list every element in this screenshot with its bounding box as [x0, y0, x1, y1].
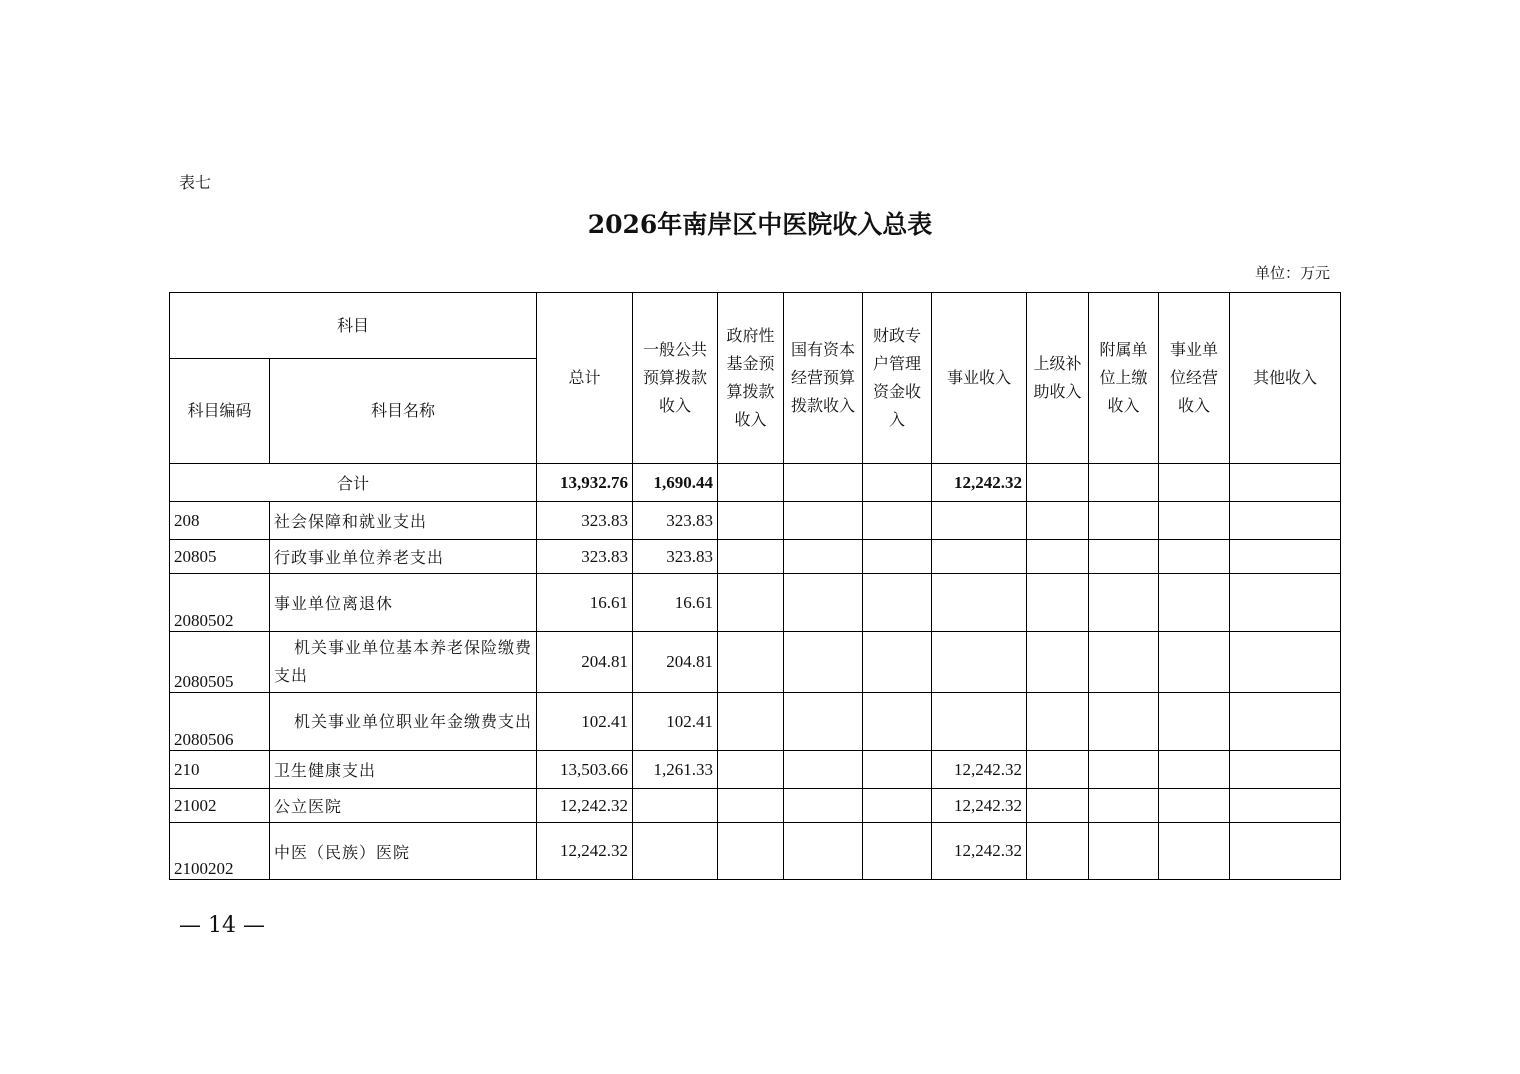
row-business: 12,242.32	[932, 823, 1027, 880]
row-general-budget	[633, 823, 718, 880]
row-code: 21002	[170, 789, 270, 823]
table-row	[170, 632, 1341, 693]
header-subject: 科目	[170, 293, 537, 359]
row-code: 2080502	[170, 574, 270, 632]
header-business: 事业收入	[932, 293, 1027, 464]
table-row	[170, 502, 1341, 540]
row-name: 机关事业单位基本养老保险缴费支出	[270, 632, 537, 693]
table-row	[170, 540, 1341, 574]
table-tag: 表七	[179, 173, 212, 192]
row-code: 2100202	[170, 823, 270, 880]
header-fiscal-special: 财政专户管理资金收入	[863, 293, 932, 464]
row-general-budget: 16.61	[633, 574, 718, 632]
total-label: 合计	[170, 464, 537, 502]
row-business	[932, 574, 1027, 632]
row-total: 16.61	[537, 574, 633, 632]
table-row	[170, 751, 1341, 789]
row-business	[932, 632, 1027, 693]
total-other	[1230, 464, 1341, 502]
row-general-budget	[633, 789, 718, 823]
row-general-budget: 102.41	[633, 693, 718, 751]
header-total: 总计	[537, 293, 633, 464]
row-name: 行政事业单位养老支出	[270, 540, 537, 574]
header-state-capital: 国有资本经营预算拨款收入	[784, 293, 863, 464]
header-name: 科目名称	[270, 359, 537, 464]
total-total: 13,932.76	[537, 464, 633, 502]
row-name: 卫生健康支出	[270, 751, 537, 789]
table-row	[170, 574, 1341, 632]
row-business: 12,242.32	[932, 789, 1027, 823]
row-name: 中医（民族）医院	[270, 823, 537, 880]
row-general-budget: 323.83	[633, 540, 718, 574]
row-total: 204.81	[537, 632, 633, 693]
header-general-budget: 一般公共预算拨款收入	[633, 293, 718, 464]
row-business	[932, 693, 1027, 751]
total-affiliated	[1089, 464, 1159, 502]
header-gov-fund: 政府性基金预算拨款收入	[718, 293, 784, 464]
total-business: 12,242.32	[932, 464, 1027, 502]
header-affiliated: 附属单位上缴收入	[1089, 293, 1159, 464]
row-business: 12,242.32	[932, 751, 1027, 789]
row-name: 机关事业单位职业年金缴费支出	[270, 693, 537, 751]
total-gov-fund	[718, 464, 784, 502]
page-number: — 14 —	[179, 913, 265, 938]
row-code: 208	[170, 502, 270, 540]
row-total: 323.83	[537, 502, 633, 540]
row-name: 社会保障和就业支出	[270, 502, 537, 540]
page-title: 2026年南岸区中医院收入总表	[587, 210, 933, 239]
header-superior-subsidy: 上级补助收入	[1027, 293, 1089, 464]
row-business	[932, 540, 1027, 574]
unit-label: 单位：万元	[1254, 264, 1330, 282]
row-total: 13,503.66	[537, 751, 633, 789]
row-total: 12,242.32	[537, 823, 633, 880]
row-general-budget: 323.83	[633, 502, 718, 540]
row-business	[932, 502, 1027, 540]
row-total: 12,242.32	[537, 789, 633, 823]
total-fiscal-special	[863, 464, 932, 502]
row-general-budget: 1,261.33	[633, 751, 718, 789]
table-row	[170, 823, 1341, 880]
row-name: 公立医院	[270, 789, 537, 823]
row-total: 323.83	[537, 540, 633, 574]
row-general-budget: 204.81	[633, 632, 718, 693]
header-code: 科目编码	[170, 359, 270, 464]
row-code: 2080505	[170, 632, 270, 693]
header-other: 其他收入	[1230, 293, 1341, 464]
row-name: 事业单位离退休	[270, 574, 537, 632]
income-table	[169, 292, 1341, 880]
total-general-budget: 1,690.44	[633, 464, 718, 502]
row-total: 102.41	[537, 693, 633, 751]
header-operating: 事业单位经营收入	[1159, 293, 1230, 464]
row-code: 2080506	[170, 693, 270, 751]
table-row	[170, 789, 1341, 823]
total-row	[170, 464, 1341, 502]
total-superior-subsidy	[1027, 464, 1089, 502]
row-code: 20805	[170, 540, 270, 574]
row-code: 210	[170, 751, 270, 789]
table-row	[170, 693, 1341, 751]
total-operating	[1159, 464, 1230, 502]
total-state-capital	[784, 464, 863, 502]
